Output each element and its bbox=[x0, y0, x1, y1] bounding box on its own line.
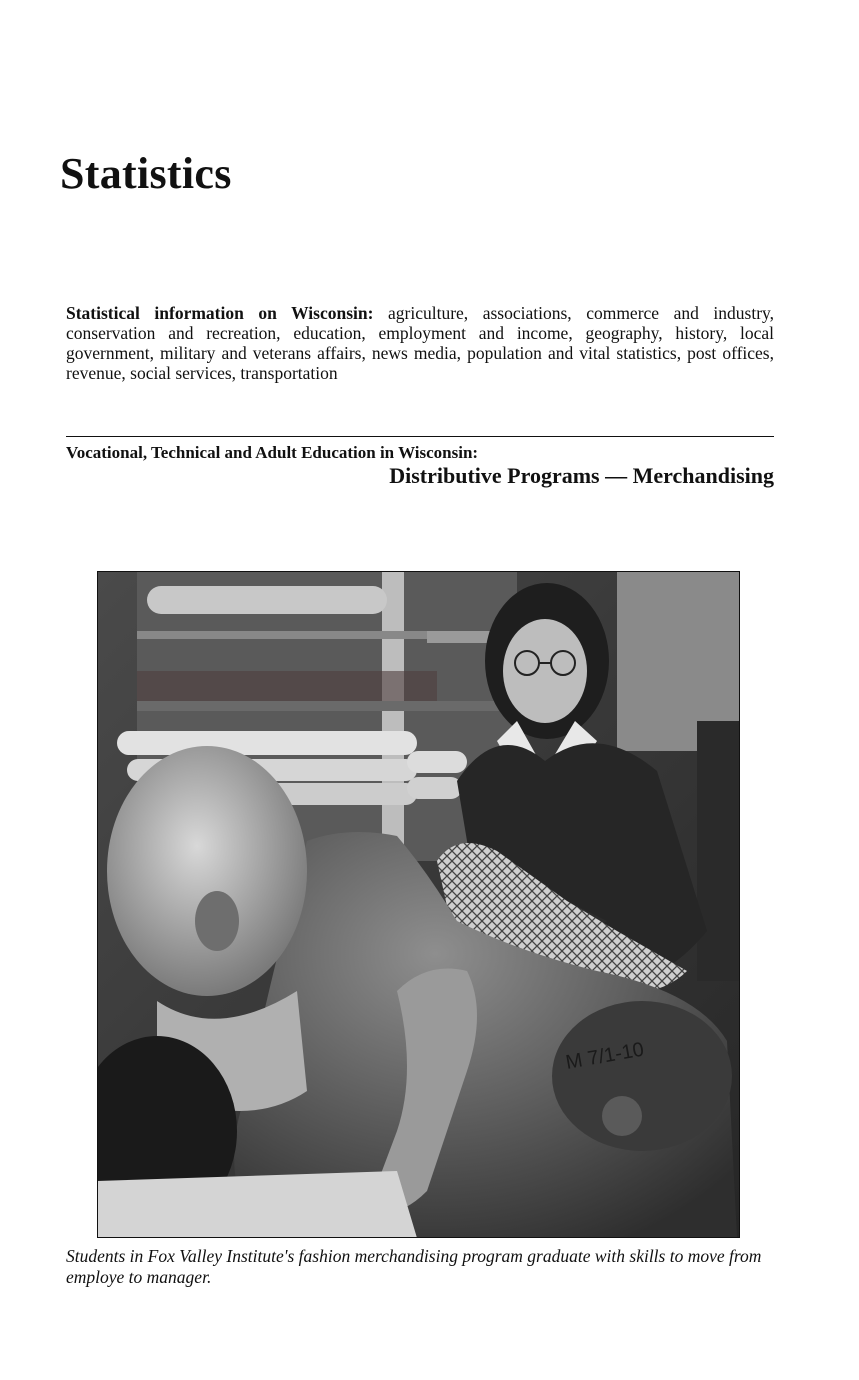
photo-caption: Students in Fox Valley Institute's fashion merchandising program graduate with skills to move from employe to manager. bbox=[66, 1246, 762, 1287]
intro-paragraph bbox=[66, 303, 774, 383]
mannequin-label: M 7/1-10 bbox=[564, 1038, 646, 1074]
intro-topics: agriculture, associations, commerce and industry, conservation and recreation, education, employment and income, geography, history, local government, military and veterans affairs, news media, population and vital statistics, post offices, revenue, social services, transportation bbox=[66, 303, 775, 383]
photograph bbox=[97, 571, 740, 1238]
section-title: Distributive Programs — Merchandising bbox=[389, 463, 774, 488]
intro-lead: Statistical information on Wisconsin: bbox=[66, 303, 374, 323]
page-title: Statistics bbox=[60, 149, 232, 198]
section-divider bbox=[66, 436, 774, 437]
series-title: Vocational, Technical and Adult Education in Wisconsin: bbox=[66, 443, 479, 462]
